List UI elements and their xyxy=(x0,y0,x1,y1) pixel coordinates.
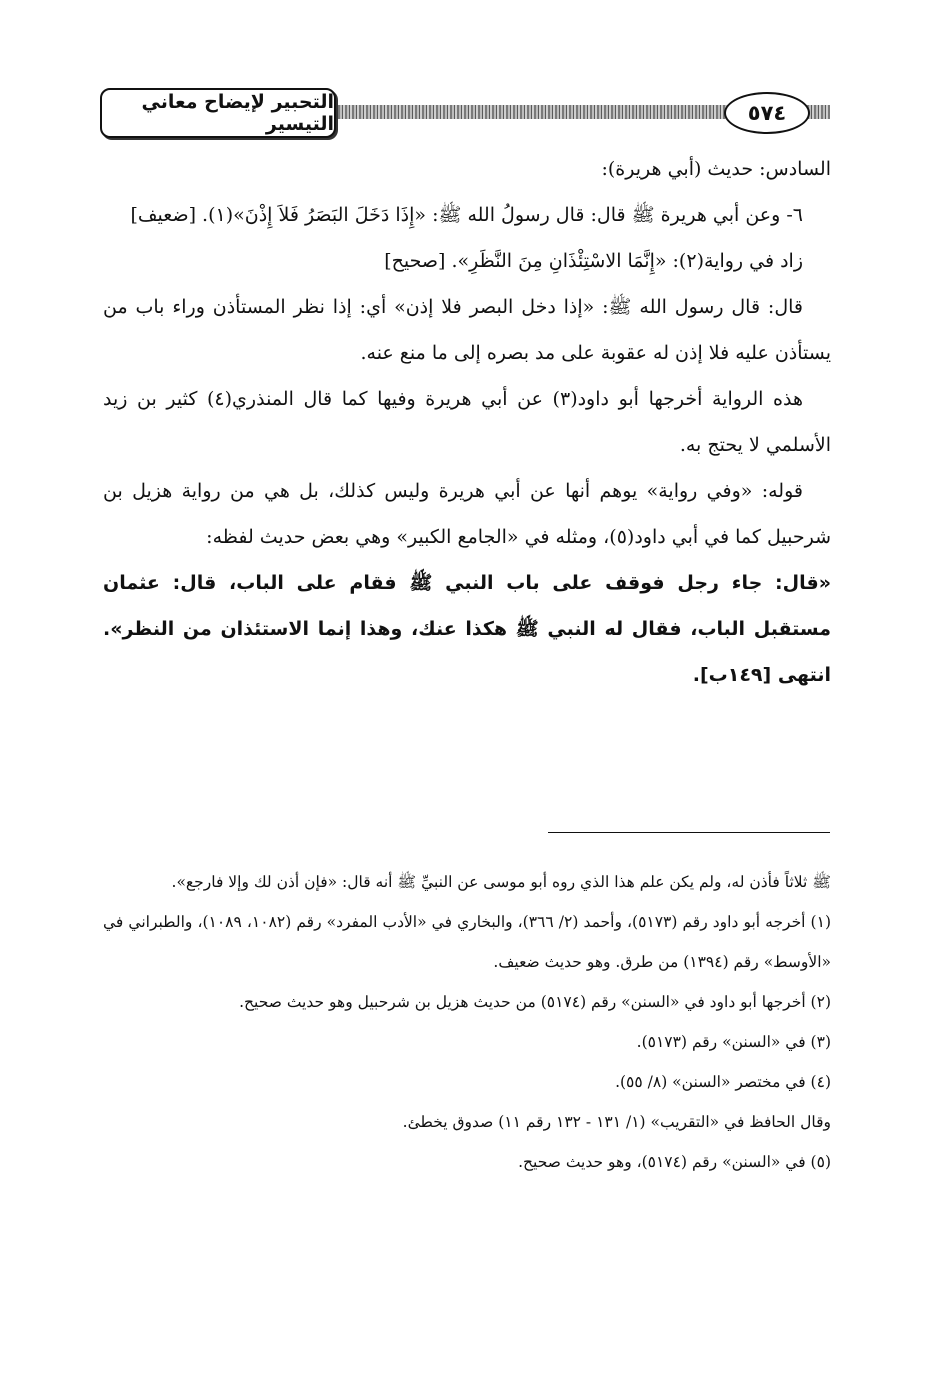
hadith-paragraph: ٦- وعن أبي هريرة ﷺ قال: قال رسولُ الله ﷺ: «إِذَا دَخَلَ البَصَرُ فَلاَ إِذْنَ»(١). [ضعيف] xyxy=(130,204,803,226)
source-paragraph: هذه الرواية أخرجها أبو داود(٣) عن أبي هريرة وفيها كما قال المنذري(٤) كثير بن زيد الأسلمي لا يحتج به. xyxy=(103,388,831,456)
narration-addition: زاد في رواية(٢): «إِنَّمَا الاسْتِئْذَانِ مِنَ النَّظَرِ». [صحيح] xyxy=(384,250,803,272)
footnote-4: (٤) في مختصر «السنن» (٨/ ٥٥). xyxy=(615,1073,831,1091)
footnote-2: (٢) أخرجها أبو داود في «السنن» رقم (٥١٧٤) من حديث هزيل بن شرحبيل وهو حديث صحيح. xyxy=(239,993,831,1011)
book-title: التحبير لإيضاح معاني التيسير xyxy=(141,91,334,135)
main-text xyxy=(103,146,831,698)
page-header xyxy=(100,88,830,138)
footnote-continuation: ﷺ ثلاثاً فأذن له، ولم يكن علم هذا الذي روه أبو موسى عن النبيِّ ﷺ أنه قال: «فإن أذن لك وإلا فارجع». xyxy=(171,873,831,891)
section-heading: السادس: حديث (أبي هريرة): xyxy=(601,158,831,180)
page-number: ٥٧٤ xyxy=(747,101,787,125)
footnote-4-addendum: وقال الحافظ في «التقريب» (١/ ١٣١ - ١٣٢ رقم ١١) صدوق يخطئ. xyxy=(402,1113,831,1131)
quoted-hadith: «قال: جاء رجل فوقف على باب النبي ﷺ فقام على الباب، قال: عثمان مستقبل الباب، فقال له النبي ﷺ هكذا عنك، وهذا إنما الاستئذان من النظر». انتهى [١٤٩ب]. xyxy=(103,572,831,686)
footnotes xyxy=(103,862,831,1182)
footnote-3: (٣) في «السنن» رقم (٥١٧٣). xyxy=(636,1033,831,1051)
commentary-paragraph: قوله: «وفي رواية» يوهم أنها عن أبي هريرة وليس كذلك، بل هي من رواية هزيل بن شرحبيل كما في أبي داود(٥)، ومثله في «الجامع الكبير» وهي بعض حديث لفظه: xyxy=(103,480,831,548)
page-number-badge xyxy=(724,92,810,134)
explanation-paragraph: قال: قال رسول الله ﷺ: «إذا دخل البصر فلا إذن» أي: إذا نظر المستأذن وراء باب من يستأذن عليه فلا إذن له عقوبة على مد بصره إلى ما منع عنه. xyxy=(103,296,831,364)
footnote-separator xyxy=(548,832,830,833)
book-title-box xyxy=(100,88,336,138)
footnote-1: (١) أخرجه أبو داود رقم (٥١٧٣)، وأحمد (٢/ ٣٦٦)، والبخاري في «الأدب المفرد» رقم (١٠٨٢، ١٠٨٩)، والطبراني في «الأوسط» رقم (١٣٩٤) من طرق. وهو حديث ضعيف. xyxy=(103,913,831,971)
footnote-5: (٥) في «السنن» رقم (٥١٧٤)، وهو حديث صحيح. xyxy=(518,1153,831,1171)
